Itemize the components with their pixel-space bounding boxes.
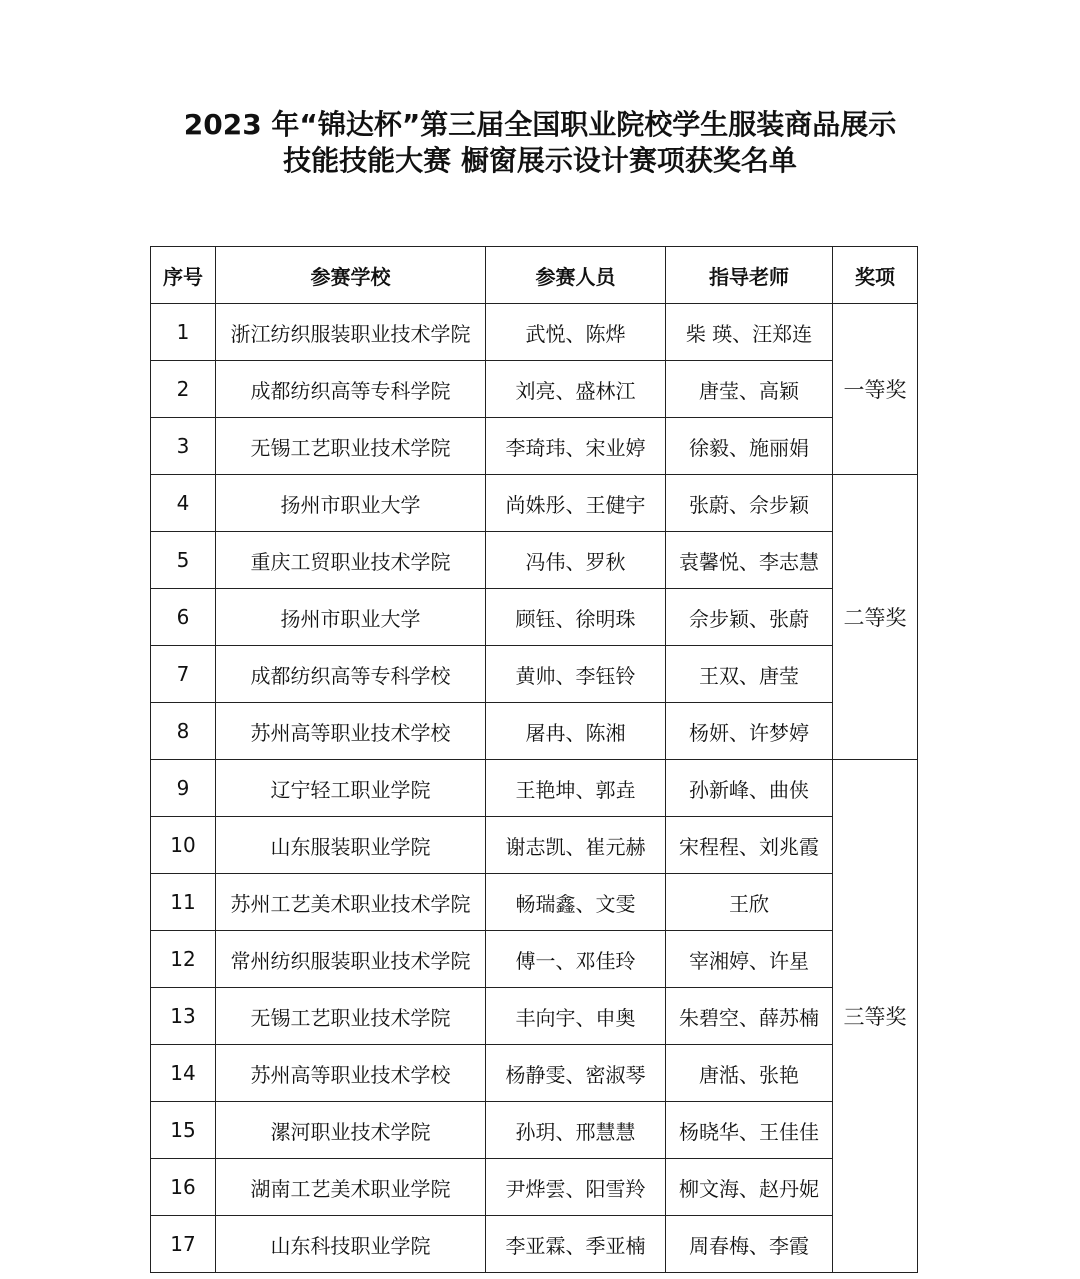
cell-members: 屠冉、陈湘 [486,703,666,760]
cell-no: 16 [151,1159,216,1216]
cell-members: 傅一、邓佳玲 [486,931,666,988]
table-row [151,646,918,703]
cell-teacher: 王双、唐莹 [666,646,833,703]
cell-members: 顾钰、徐明珠 [486,589,666,646]
cell-school: 苏州高等职业技术学校 [216,1045,486,1102]
table-row [151,760,918,817]
cell-no: 5 [151,532,216,589]
table-row [151,418,918,475]
document-title-line-2: 技能技能大赛 橱窗展示设计赛项获奖名单 [283,144,797,177]
cell-school: 苏州工艺美术职业技术学院 [216,874,486,931]
cell-school: 无锡工艺职业技术学院 [216,418,486,475]
header-teacher: 指导老师 [666,247,833,304]
cell-members: 刘亮、盛林江 [486,361,666,418]
table-row [151,1216,918,1273]
cell-teacher: 宰湘婷、许星 [666,931,833,988]
cell-members: 杨静雯、密淑琴 [486,1045,666,1102]
cell-school: 扬州市职业大学 [216,475,486,532]
cell-members: 冯伟、罗秋 [486,532,666,589]
table-row [151,304,918,361]
header-school: 参赛学校 [216,247,486,304]
cell-members: 谢志凯、崔元赫 [486,817,666,874]
table-row [151,988,918,1045]
cell-members: 丰向宇、申奥 [486,988,666,1045]
cell-teacher: 徐毅、施丽娟 [666,418,833,475]
cell-no: 7 [151,646,216,703]
cell-school: 重庆工贸职业技术学院 [216,532,486,589]
cell-no: 8 [151,703,216,760]
cell-teacher: 唐湉、张艳 [666,1045,833,1102]
table-body [151,304,918,1273]
cell-school: 成都纺织高等专科学校 [216,646,486,703]
cell-no: 3 [151,418,216,475]
table-row [151,931,918,988]
table-row [151,874,918,931]
cell-teacher: 张蔚、佘步颖 [666,475,833,532]
cell-prize: 一等奖 [833,304,918,475]
document-title-line-1: 2023 年“锦达杯”第三届全国职业院校学生服装商品展示 [183,108,897,141]
cell-school: 常州纺织服装职业技术学院 [216,931,486,988]
cell-teacher: 孙新峰、曲侠 [666,760,833,817]
cell-no: 6 [151,589,216,646]
table-row [151,589,918,646]
table-row [151,532,918,589]
table-row [151,361,918,418]
cell-no: 9 [151,760,216,817]
cell-teacher: 袁馨悦、李志慧 [666,532,833,589]
table-row [151,1102,918,1159]
table-row [151,703,918,760]
cell-teacher: 杨妍、许梦婷 [666,703,833,760]
cell-no: 13 [151,988,216,1045]
header-no: 序号 [151,247,216,304]
table-header-row [151,247,918,304]
cell-teacher: 朱碧空、薛苏楠 [666,988,833,1045]
award-list-table [150,246,918,1273]
header-members: 参赛人员 [486,247,666,304]
cell-school: 成都纺织高等专科学院 [216,361,486,418]
cell-teacher: 柴 瑛、汪郑连 [666,304,833,361]
cell-teacher: 王欣 [666,874,833,931]
header-prize: 奖项 [833,247,918,304]
cell-teacher: 周春梅、李霞 [666,1216,833,1273]
cell-school: 山东服装职业学院 [216,817,486,874]
cell-no: 4 [151,475,216,532]
cell-school: 山东科技职业学院 [216,1216,486,1273]
cell-teacher: 宋程程、刘兆霞 [666,817,833,874]
cell-members: 李琦玮、宋业婷 [486,418,666,475]
cell-school: 浙江纺织服装职业技术学院 [216,304,486,361]
cell-no: 14 [151,1045,216,1102]
cell-no: 1 [151,304,216,361]
cell-no: 12 [151,931,216,988]
cell-members: 武悦、陈烨 [486,304,666,361]
cell-teacher: 唐莹、高颖 [666,361,833,418]
cell-members: 李亚霖、季亚楠 [486,1216,666,1273]
cell-school: 辽宁轻工职业学院 [216,760,486,817]
cell-prize: 二等奖 [833,475,918,760]
cell-teacher: 杨晓华、王佳佳 [666,1102,833,1159]
table-row [151,1159,918,1216]
cell-no: 2 [151,361,216,418]
cell-members: 尚姝彤、王健宇 [486,475,666,532]
cell-prize: 三等奖 [833,760,918,1273]
cell-members: 黄帅、李钰铃 [486,646,666,703]
cell-no: 17 [151,1216,216,1273]
cell-no: 10 [151,817,216,874]
table-row [151,1045,918,1102]
cell-no: 15 [151,1102,216,1159]
cell-teacher: 柳文海、赵丹妮 [666,1159,833,1216]
cell-members: 王艳坤、郭垚 [486,760,666,817]
table-row [151,817,918,874]
cell-no: 11 [151,874,216,931]
cell-school: 漯河职业技术学院 [216,1102,486,1159]
cell-members: 孙玥、邢慧慧 [486,1102,666,1159]
cell-members: 畅瑞鑫、文雯 [486,874,666,931]
cell-teacher: 佘步颖、张蔚 [666,589,833,646]
table-row [151,475,918,532]
cell-members: 尹烨雲、阳雪羚 [486,1159,666,1216]
cell-school: 苏州高等职业技术学校 [216,703,486,760]
cell-school: 无锡工艺职业技术学院 [216,988,486,1045]
cell-school: 扬州市职业大学 [216,589,486,646]
cell-school: 湖南工艺美术职业学院 [216,1159,486,1216]
